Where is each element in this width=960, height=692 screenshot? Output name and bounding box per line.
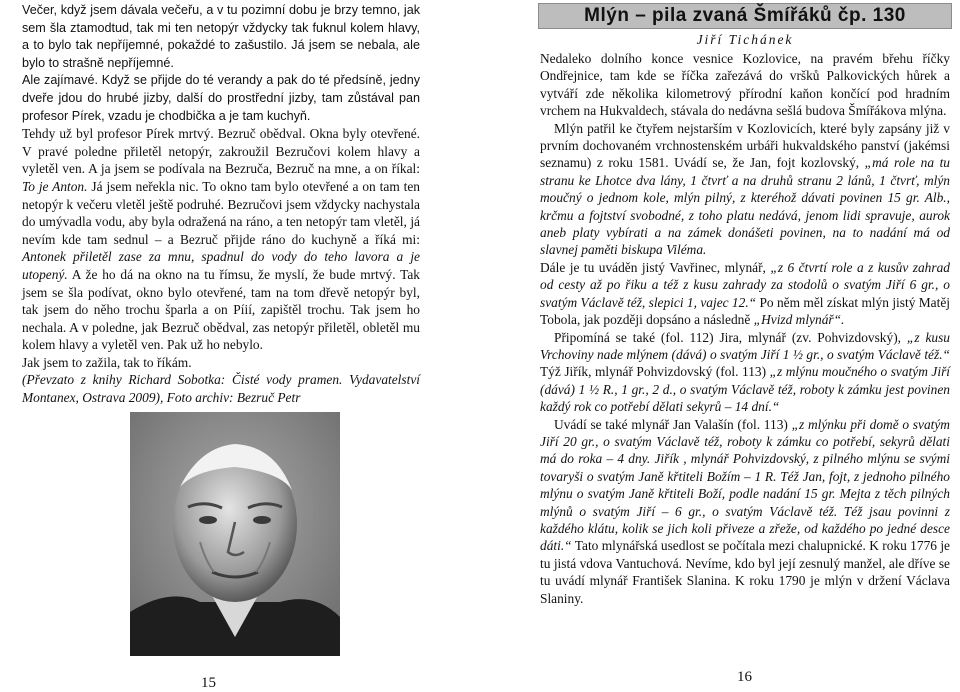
closing-line: Jak jsem to zažila, tak to říkám. — [22, 354, 192, 370]
article-paragraph-3-c: Po něm měl získat mlýn jistý Matěj Tobola, jak později dopsáno a následně — [540, 294, 950, 328]
article-paragraph-4 — [540, 329, 950, 416]
right-column-text — [540, 50, 950, 607]
article-paragraph-3 — [540, 259, 950, 329]
urbar-quote-vavrinec: „z 6 čtvrtí role a z kusův zahrad od cesty až po řiku a též z kusu zahrady za stodolů o svatým Jiří 6 gr., o svatým Václavě též, slepici 1, vajec 12.“ — [540, 259, 950, 310]
article-paragraph-4-a: Připomíná se také (fol. 112) Jira, mlynář (zv. Pohvizdovský), — [554, 329, 902, 345]
paragraph-2: Ale zajímavé. Když se přijde do té verandy a pak do té předsíně, jedny dveře jdou do hrubé jizby, další do prostřední jizby, tam zůstával pan profesor Pírek, vzadu je chodbička a je tam kuchyň. — [22, 73, 420, 123]
source-caption: (Převzato z knihy Richard Sobotka: Čisté vody pramen. Vydavatelství Montanex, Ostrava 2009), Foto archiv: Bezruč Petr — [22, 372, 420, 406]
portrait-photo-image — [130, 412, 340, 656]
page-number-right: 16 — [737, 669, 752, 685]
article-paragraph-5-c: Tato mlynářská usedlost se počítala mezi chalupnické. K roku 1776 je tu jistá vdova Vantuchová. Nevíme, kdo byl její zesnulý manžel, ale dříve se tu uvádí mlynář František Slanina. K roku 1790 je mlýn v držení Václava Slaniny. — [540, 538, 950, 606]
paragraph-3 — [22, 125, 420, 354]
article-paragraph-2-text: Mlýn patřil ke čtyřem nejstarším v Kozlovicích, které byly zapsány již v prvním dochovaném vrchnostenském urbáři hukvaldského panství (jakémsi seznamu) z roku 1581. Uvádí se, že Jan, fojt kozlovský, — [540, 120, 950, 171]
urbar-quote-valasin: „z mlýnku při domě o svatým Jiří 20 gr., o svatým Václavě též, roboty k zámku co potřebí, sekyrů dělati má do roka – 4 dny. Jiřík , mlynář Pohvizdovský, z pilného mlýnu se svými tovaryši o svatým Janě křtiteli Božím – 1 R. Též Jan, fojt, z jednoho pilného mlýnu o svatým Janě křtiteli Boží, podle nadání 15 gr. Mejta z těch pilných mlýnů o svatým Jiří – 6 gr., o svatým Václavě též. Též jsau povinni z každého klátu, kolik se jich koli přiveze a zřeže, od každého po jedné desce dáti.“ — [540, 416, 950, 554]
urbar-quote-hvizd: „Hvizd mlynář“. — [750, 312, 845, 328]
left-column-text — [22, 2, 420, 407]
article-paragraph-2 — [540, 120, 950, 259]
article-paragraph-4-c: Týž Jiřík, mlynář Pohvizdovský (fol. 113) — [540, 364, 767, 380]
article-author: Jiří Tichánek — [696, 32, 794, 47]
article-paragraph-3-a: Dále je tu uváděn jistý Vavřinec, mlynář, — [540, 259, 766, 275]
paragraph-3-end: A že ho dá na okno na tu římsu, že myslí, že bude mrtvý. Tak jsem se šla podívat, okno bylo otevřené, tam na tom dřevě netopýr byl, tak jsem do něho trochu šparla a on Píií, zapištěl trochu. Tak jsem ho nechala. A v poledne, jak Bezruč obědval, zas netopýr přiletěl, obletěl mu kolem hlavy a vyletěl ven. Pak už ho nebylo. — [22, 266, 420, 353]
paragraph-1: Večer, když jsem dávala večeřu, a v tu pozimní dobu je brzy temno, jak sem šla ztamodtud, tak mi ten netopýr vždycky tak fuknul kolem hlavy, a to bylo tak nepříjemné, pokaždé to zašustilo. Já jsem se nebala, ale bylo to strašně nepříjemné. — [22, 3, 420, 70]
quote-anton: To je Anton. — [22, 178, 88, 194]
left-page — [0, 0, 480, 689]
paragraph-3-text: Tehdy už byl profesor Pírek mrtvý. Bezruč obědval. Okna byly otevřené. V pravé poledne přiletěl netopýr, zakroužil Bezručovi kolem hlavy a vyletěl ven. A ja jsem se podívala na Bezruča, Bezruč na mne, a on říkal: — [22, 126, 420, 177]
urbar-quote-jirik: „z mlýnu moučného o svatým Jiří (dává) 1 ½ R., 1 gr., 2 d., o svatým Václavě též, roboty k zámku jest povinen každý rok co potřebí dělati sekyrů – 14 dní.“ — [540, 364, 950, 415]
paragraph-3-rest: Já jsem neřekla nic. To okno tam bylo otevřené a on tam ten netopýr k večeru vletěl ještě podruhé. Bezručovi jsem vždycky nachystala do umývadla vodu, aby byla odražená na ráno, a ten netopýr tam vletěl, já nevím kde tam sednul – a Bezruč přijde ráno do kuchyně a říká mi: — [22, 178, 420, 247]
article-paragraph-5-a: Uvádí se také mlynář Jan Valašín (fol. 113) — [554, 416, 788, 432]
article-title: Mlýn – pila zvaná Šmířáků čp. 130 — [538, 3, 952, 29]
portrait-photo — [130, 412, 340, 656]
article-paragraph-5 — [540, 416, 950, 607]
quote-antonek: Antonek přiletěl zase za mnu, spadnul do vody do teho lavora a je utopený. — [22, 249, 420, 282]
urbar-quote-jira: „z kusu Vrchoviny nade mlýnem (dává) o svatým Jiří 1 ½ gr., o svatým Václavě též.“ — [540, 329, 951, 362]
urbar-quote-fojt: „má role na tu stranu ke Lhotce dva lány, 1 čtvrť a na druhů stranu 2 lánů, 1 čtvrť, mlýn moučný o jednom kole, mlýn pilný, z kteréhož dávati povinen 15 gr. Alb., krčmu a fojtství svobodné, z toho platu nedává, jenom lidi spravuje, aurok aneb platy vybírati a na zámek donášeti povinen, na to nadání má od slavnej paměti biskupa Viléma. — [540, 155, 950, 258]
article-paragraph-1: Nedaleko dolního konce vesnice Kozlovice, na pravém břehu říčky Ondřejnice, tam kde se říčka zařezává do vršků Palkovických hůrek a vytváří zde několika kilometrový přírodní kaňon končící pod hradním vrchem na Hukvaldech, stávala do nedávna sešlá budova Šmířákova mlýna. — [540, 51, 950, 119]
page-number-left: 15 — [201, 675, 216, 691]
